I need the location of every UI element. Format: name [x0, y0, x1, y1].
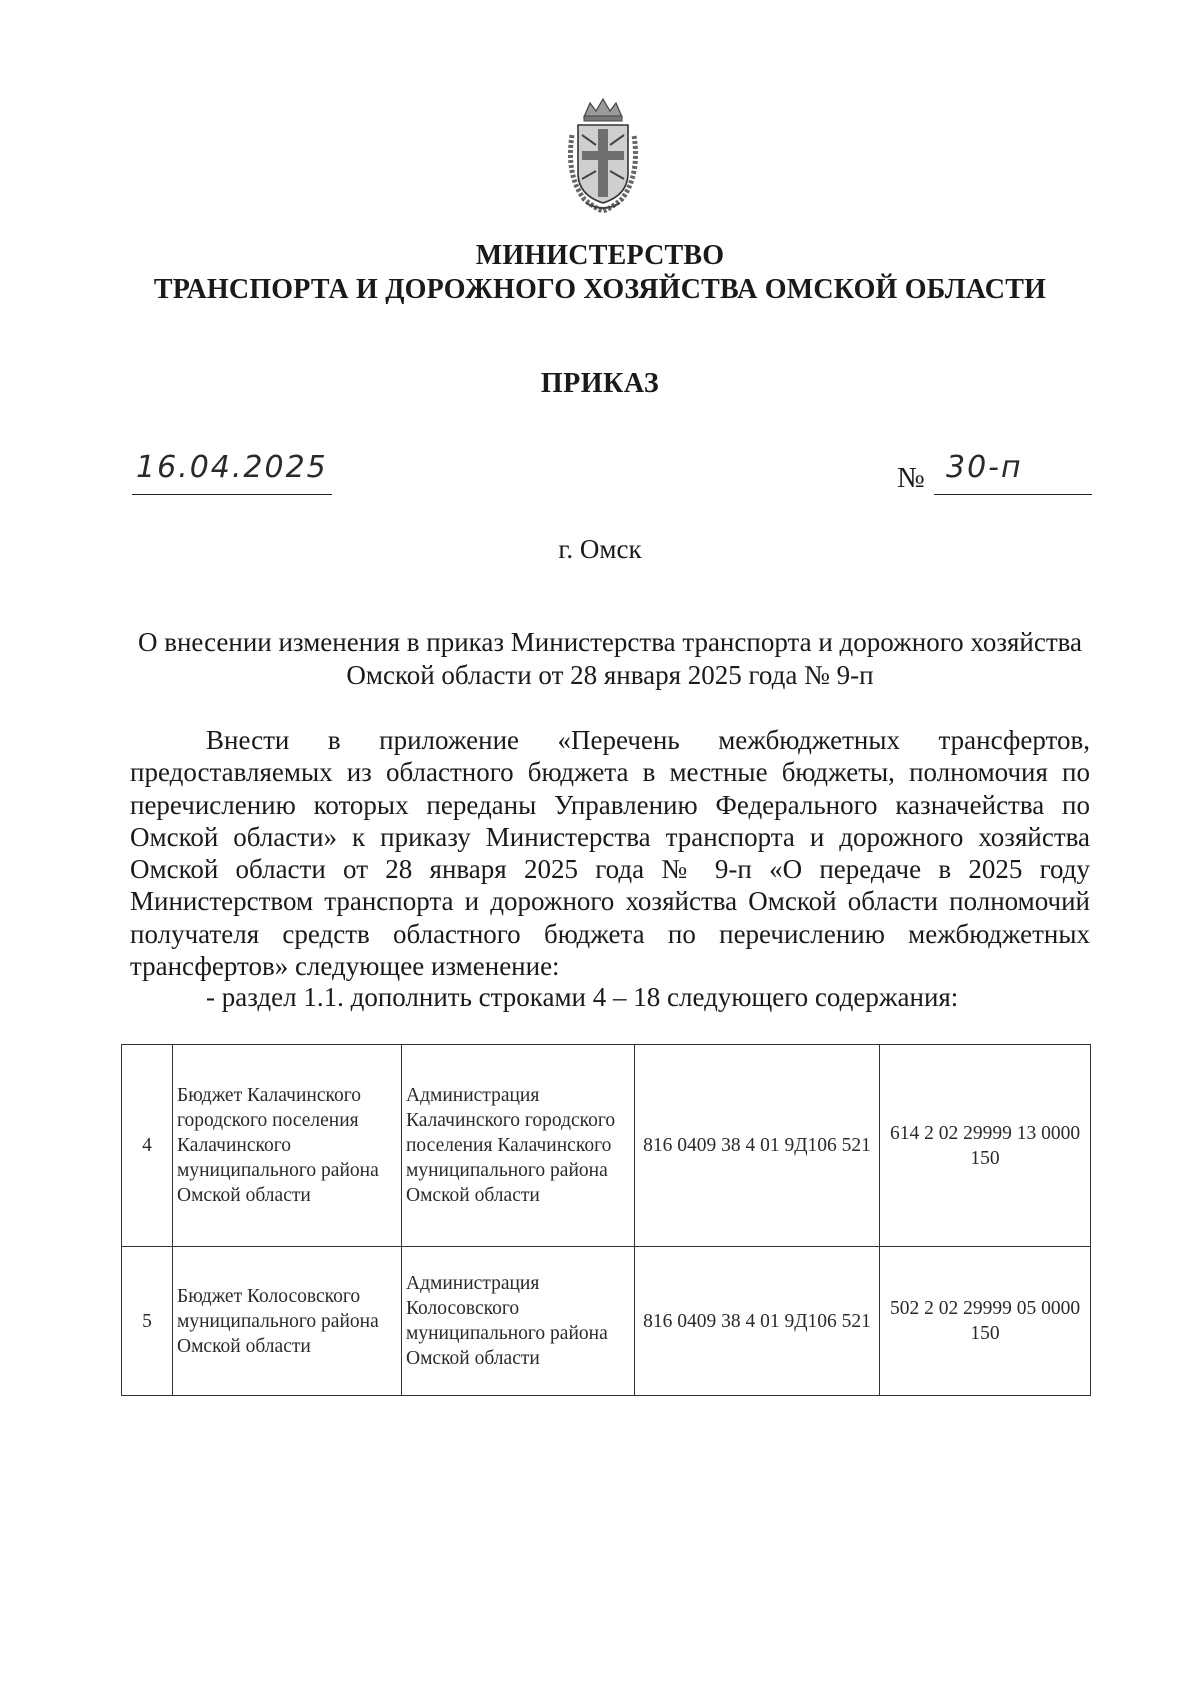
city: г. Омск: [558, 534, 642, 564]
handwritten-date: 16.04.2025: [136, 450, 328, 485]
document-type: ПРИКАЗ: [540, 368, 660, 399]
row-number: 4: [122, 1045, 173, 1247]
subject-title: О внесении изменения в приказ Министерства транспорта и дорожного хозяйства Омской области от 28 января 2025 года № 9-п: [137, 627, 1083, 690]
table-row: [122, 1045, 1091, 1247]
administrator-name: Администрация Колосовского муниципального района Омской области: [402, 1247, 635, 1396]
administrator-name: Администрация Калачинского городского поселения Калачинского муниципального района Омской области: [402, 1045, 635, 1247]
budget-name: Бюджет Колосовского муниципального района Омской области: [173, 1247, 402, 1396]
row-number: 5: [122, 1247, 173, 1396]
ministry-name-line1: МИНИСТЕРСТВО: [475, 240, 725, 271]
expense-code: 816 0409 38 4 01 9Д106 521: [635, 1045, 880, 1247]
sub-item-text: - раздел 1.1. дополнить строками 4 – 18 следующего содержания:: [206, 982, 959, 1012]
table-row: [122, 1247, 1091, 1396]
transfers-table: [121, 1044, 1091, 1396]
number-label: №: [897, 462, 925, 494]
budget-name: Бюджет Калачинского городского поселения Калачинского муниципального района Омской области: [173, 1045, 402, 1247]
handwritten-number: 30-п: [946, 450, 1023, 485]
expense-code: 816 0409 38 4 01 9Д106 521: [635, 1247, 880, 1396]
body-paragraph: Внести в приложение «Перечень межбюджетных трансфертов, предоставляемых из областного бюджета в местные бюджеты, полномочия по перечислению которых переданы Управлению Федерального казначейства по Омской области» к приказу Министерства транспорта и дорожного хозяйства Омской области от 28 января 2025 года № 9-п «О передаче в 2025 году Министерством транспорта и дорожного хозяйства Омской области полномочий получателя средств областного бюджета по перечислению межбюджетных трансфертов» следующее изменение:: [130, 725, 1090, 982]
omsk-oblast-coat-of-arms-icon: [562, 95, 644, 213]
date-field: [132, 450, 332, 495]
revenue-code: 502 2 02 29999 05 0000 150: [880, 1247, 1091, 1396]
ministry-name-line2: ТРАНСПОРТА И ДОРОЖНОГО ХОЗЯЙСТВА ОМСКОЙ ОБЛАСТИ: [153, 274, 1047, 305]
number-field: [934, 450, 1092, 495]
revenue-code: 614 2 02 29999 13 0000 150: [880, 1045, 1091, 1247]
